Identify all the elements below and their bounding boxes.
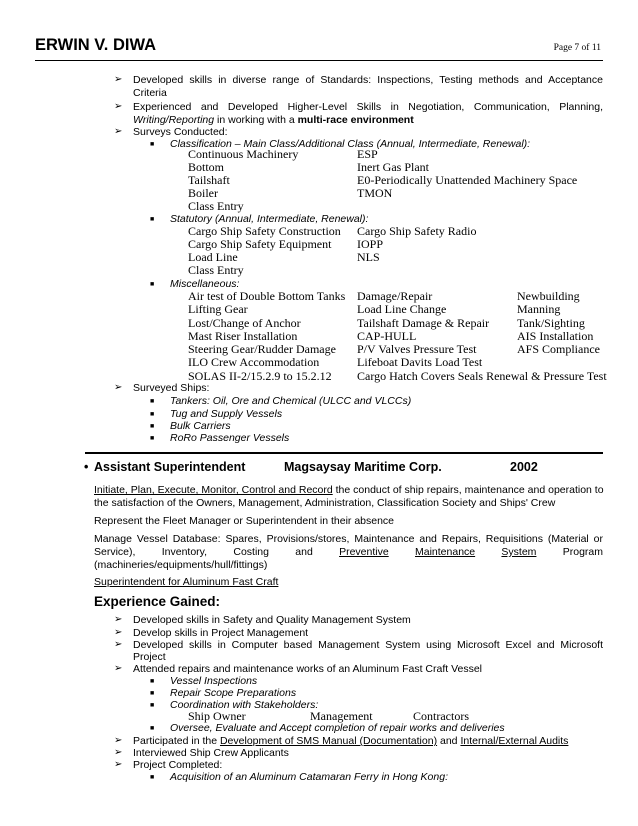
square-bullet-icon: ■ [150, 411, 155, 418]
survey-item: Manning [517, 302, 561, 317]
experience-heading: Experience Gained: [94, 594, 221, 609]
survey-item: Load Line Change [357, 302, 447, 317]
duty-paragraph-2: Represent the Fleet Manager or Superintendent in their absence [94, 515, 395, 527]
skills-negotiation-line: Experienced and Developed Higher-Level Skills in Negotiation, Communication, Planning, [133, 101, 603, 113]
job-year: 2002 [510, 460, 538, 474]
survey-item: TMON [357, 186, 393, 200]
survey-item: Tailshaft Damage & Repair [357, 315, 490, 330]
stakeholder-item: Contractors [413, 709, 469, 723]
square-bullet-icon: ■ [150, 678, 155, 685]
survey-item: NLS [357, 250, 380, 264]
skills-standards-line2: Criteria [133, 87, 167, 99]
experience-subitem: Vessel Inspections [170, 675, 258, 687]
survey-item: Load Line [188, 250, 238, 264]
survey-item: ILO Crew Accommodation [188, 355, 320, 370]
square-bullet-icon: ■ [150, 423, 155, 430]
survey-item: CAP-HULL [357, 328, 417, 343]
arrow-bullet-icon: ➢ [114, 382, 123, 393]
experience-subitem: Coordination with Stakeholders: [170, 699, 319, 711]
survey-item: Boiler [188, 186, 218, 200]
survey-item: Steering Gear/Rudder Damage [188, 342, 336, 357]
survey-item: Class Entry [188, 199, 244, 213]
survey-item: IOPP [357, 237, 384, 251]
statutory-col2 [357, 225, 476, 264]
square-bullet-icon: ■ [150, 141, 155, 148]
experience-item: Attended repairs and maintenance works of an Aluminum Fast Craft Vessel [133, 663, 483, 675]
survey-item: Cargo Ship Safety Construction [188, 224, 341, 238]
survey-item: Cargo Ship Safety Equipment [188, 237, 332, 251]
survey-item: Mast Riser Installation [188, 328, 298, 343]
survey-item: Tailshaft [188, 173, 230, 187]
survey-item: SOLAS II-2/15.2.9 to 15.2.12 [188, 368, 332, 383]
duty-paragraph-1: Initiate, Plan, Execute, Monitor, Control and Record the conduct of ship repairs, maintenance and operation to [94, 484, 604, 496]
ship-type-item: Bulk Carriers [170, 420, 231, 432]
square-bullet-icon: ■ [150, 216, 155, 223]
survey-item: Damage/Repair [357, 289, 433, 303]
survey-item: Cargo Ship Safety Radio [357, 224, 477, 238]
experience-item: Project Completed: [133, 759, 223, 771]
job-title: Assistant Superintendent [94, 460, 246, 474]
statutory-col1 [188, 225, 341, 277]
survey-item: Lifting Gear [188, 302, 248, 317]
duty-paragraph-4: Superintendent for Aluminum Fast Craft [94, 576, 279, 588]
survey-item: Lifeboat Davits Load Test [357, 355, 483, 370]
survey-item: Lost/Change of Anchor [188, 315, 301, 330]
survey-item: AIS Installation [517, 328, 594, 343]
survey-item: AFS Compliance [517, 342, 600, 357]
survey-item: Cargo Hatch Covers Seals Renewal & Pressure Test [357, 368, 607, 383]
ship-type-item: RoRo Passenger Vessels [170, 432, 290, 444]
experience-item: Developed skills in Computer based Management System using Microsoft Excel and Microsoft [133, 639, 603, 651]
experience-subitem: Repair Scope Preparations [170, 687, 297, 699]
square-bullet-icon: ■ [150, 702, 155, 709]
experience-item: Participated in the Development of SMS Manual (Documentation) and Internal/External Audits [133, 735, 569, 747]
experience-item: Interviewed Ship Crew Applicants [133, 747, 289, 759]
job-bullet-icon: • [84, 460, 89, 474]
arrow-bullet-icon: ➢ [114, 627, 123, 638]
survey-item: Continuous Machinery [188, 147, 299, 161]
classification-title: Classification – Main Class/Additional Class (Annual, Intermediate, Renewal): [170, 138, 531, 150]
surveyed-ships-label: Surveyed Ships: [133, 382, 210, 394]
arrow-bullet-icon: ➢ [114, 735, 123, 746]
duty-paragraph-3: Manage Vessel Database: Spares, Provisions/stores, Maintenance and Repairs, Requisitions (Material or [94, 533, 603, 545]
square-bullet-icon: ■ [150, 774, 155, 781]
arrow-bullet-icon: ➢ [114, 759, 123, 770]
survey-item: E0-Periodically Unattended Machinery Space [357, 173, 578, 187]
square-bullet-icon: ■ [150, 398, 155, 405]
classification-col2 [357, 148, 577, 200]
stakeholder-item: Management [310, 709, 373, 723]
survey-item: Tank/Sighting [517, 315, 585, 330]
survey-item: Inert Gas Plant [357, 160, 429, 174]
ship-type-item: Tankers: Oil, Ore and Chemical (ULCC and VLCCs) [170, 395, 412, 407]
skills-standards-line: Developed skills in diverse range of Standards: Inspections, Testing methods and Acceptance [133, 74, 603, 86]
survey-item: Air test of Double Bottom Tanks [188, 289, 346, 303]
misc-col3 [517, 290, 600, 356]
square-bullet-icon: ■ [150, 690, 155, 697]
survey-item: ESP [357, 147, 378, 161]
arrow-bullet-icon: ➢ [114, 614, 123, 625]
arrow-bullet-icon: ➢ [114, 101, 123, 112]
resume-name: ERWIN V. DIWA [35, 36, 157, 54]
arrow-bullet-icon: ➢ [114, 663, 123, 674]
survey-item: Class Entry [188, 263, 244, 277]
skills-negotiation-line2: Writing/Reporting in working with a multi-race environment [133, 114, 414, 126]
ship-type-item: Tug and Supply Vessels [170, 408, 283, 420]
experience-item: Develop skills in Project Management [133, 627, 309, 639]
page-number: Page 7 of 11 [553, 43, 601, 53]
arrow-bullet-icon: ➢ [114, 639, 123, 650]
survey-item: Bottom [188, 160, 225, 174]
misc-title: Miscellaneous: [170, 278, 240, 290]
arrow-bullet-icon: ➢ [114, 74, 123, 85]
square-bullet-icon: ■ [150, 725, 155, 732]
experience-item: Developed skills in Safety and Quality Management System [133, 614, 411, 626]
survey-item: Newbuilding [517, 289, 580, 303]
square-bullet-icon: ■ [150, 281, 155, 288]
header-rule [35, 60, 603, 61]
experience-item-line2: Project [133, 651, 166, 663]
statutory-title: Statutory (Annual, Intermediate, Renewal): [170, 213, 369, 225]
arrow-bullet-icon: ➢ [114, 747, 123, 758]
experience-subitem: Oversee, Evaluate and Accept completion of repair works and deliveries [170, 722, 505, 734]
experience-subitem: Acquisition of an Aluminum Catamaran Ferry in Hong Kong: [170, 771, 448, 783]
misc-col1 [188, 290, 345, 383]
stakeholder-item: Ship Owner [188, 709, 246, 723]
classification-col1 [188, 148, 298, 213]
duty-paragraph-1-line2: the satisfaction of the Owners, Management, Administration, Classification Society and Ships' Crew [94, 497, 556, 509]
square-bullet-icon: ■ [150, 435, 155, 442]
duty-paragraph-3-line2: Service), Inventory, Costing and Preventive Maintenance System Program [94, 546, 603, 558]
section-rule [85, 452, 603, 454]
duty-paragraph-3-line3: (machineries/equipments/hull/fittings) [94, 559, 268, 571]
surveys-conducted-label: Surveys Conducted: [133, 126, 228, 138]
job-company: Magsaysay Maritime Corp. [284, 460, 442, 474]
arrow-bullet-icon: ➢ [114, 126, 123, 137]
survey-item: P/V Valves Pressure Test [357, 342, 477, 357]
